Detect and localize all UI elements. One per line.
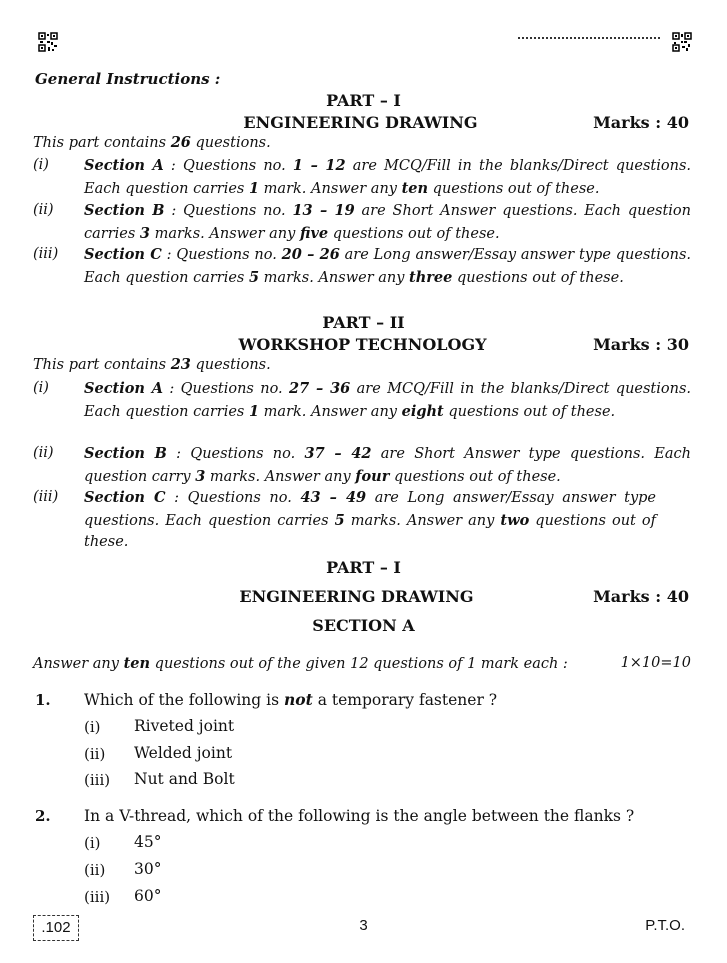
part2-section-b-text: Section B : Questions no. 37 – 42 are Short Answer type questions. Each question carry 3 marks. Answer any four questions out of these.: [84, 445, 691, 485]
part1-section-b-text: Section B : Questions no. 13 – 19 are Short Answer questions. Each question carries 3 marks. Answer any five questions out of these.: [84, 202, 692, 242]
option-label: (ii): [84, 745, 106, 763]
option-text: Welded joint: [134, 744, 233, 762]
option-text: Riveted joint: [134, 717, 235, 735]
part2-subject: WORKSHOP TECHNOLOGY: [238, 335, 487, 354]
general-instructions-heading: General Instructions :: [35, 70, 221, 88]
part2-title: PART – II: [322, 313, 405, 332]
section-a-marks: 1×10=10: [620, 655, 691, 671]
part1-marks: Marks : 40: [593, 113, 689, 132]
option-text: 45°: [134, 833, 162, 851]
part2-section-c-text: Section C : Questions no. 43 – 49 are Long answer/Essay answer type questions. Each question carries 5 marks. Answer any two questions out of these.: [84, 489, 657, 550]
option-label: (iii): [84, 771, 111, 789]
body-marks: Marks : 40: [593, 587, 689, 606]
paper-code: .102: [33, 915, 79, 941]
part1-title: PART – I: [326, 91, 401, 110]
part2-intro: This part contains 23 questions.: [33, 356, 271, 373]
part2-marks: Marks : 30: [593, 335, 689, 354]
part2-section-a-roman: (i): [33, 380, 49, 396]
part1-section-c-text: Section C : Questions no. 20 – 26 are Long answer/Essay answer type questions. Each question carries 5 marks. Answer any three questions out of these.: [84, 246, 691, 286]
part2-section-a-text: Section A : Questions no. 27 – 36 are MCQ/Fill in the blanks/Direct questions. Each question carries 1 mark. Answer any eight questions out of these.: [84, 380, 692, 420]
body-part-title: PART – I: [326, 558, 401, 577]
qr-code-left-icon: [38, 32, 58, 52]
part1-section-a-text: Section A : Questions no. 1 – 12 are MCQ/Fill in the blanks/Direct questions. Each question carries 1 mark. Answer any ten questions out of these.: [84, 157, 691, 197]
option-label: (iii): [84, 888, 111, 906]
question-text: Which of the following is not a temporary fastener ?: [84, 690, 498, 709]
option-label: (i): [84, 834, 101, 852]
part1-section-b-roman: (ii): [33, 202, 54, 218]
option-label: (i): [84, 718, 101, 736]
body-subject: ENGINEERING DRAWING: [239, 587, 474, 606]
qr-code-right-icon: [672, 32, 692, 52]
question-number: 2.: [35, 807, 51, 825]
question-text: In a V-thread, which of the following is the angle between the flanks ?: [84, 807, 635, 825]
pto-label: P.T.O.: [645, 917, 685, 934]
option-text: Nut and Bolt: [134, 770, 235, 788]
option-text: 30°: [134, 860, 162, 878]
part1-section-a-roman: (i): [33, 157, 49, 173]
part1-subject: ENGINEERING DRAWING: [243, 113, 478, 132]
part2-section-c-roman: (iii): [33, 489, 59, 505]
question-number: 1.: [35, 691, 51, 709]
part1-intro: This part contains 26 questions.: [33, 134, 271, 151]
part2-section-b-roman: (ii): [33, 445, 54, 461]
section-a-instruction: Answer any ten questions out of the given 12 questions of 1 mark each :: [33, 655, 568, 672]
option-text: 60°: [134, 887, 162, 905]
part1-section-c-roman: (iii): [33, 246, 59, 262]
option-label: (ii): [84, 861, 106, 879]
section-a-heading: SECTION A: [312, 616, 415, 635]
page-number: 3: [359, 917, 368, 934]
roll-number-blank: [518, 37, 660, 39]
